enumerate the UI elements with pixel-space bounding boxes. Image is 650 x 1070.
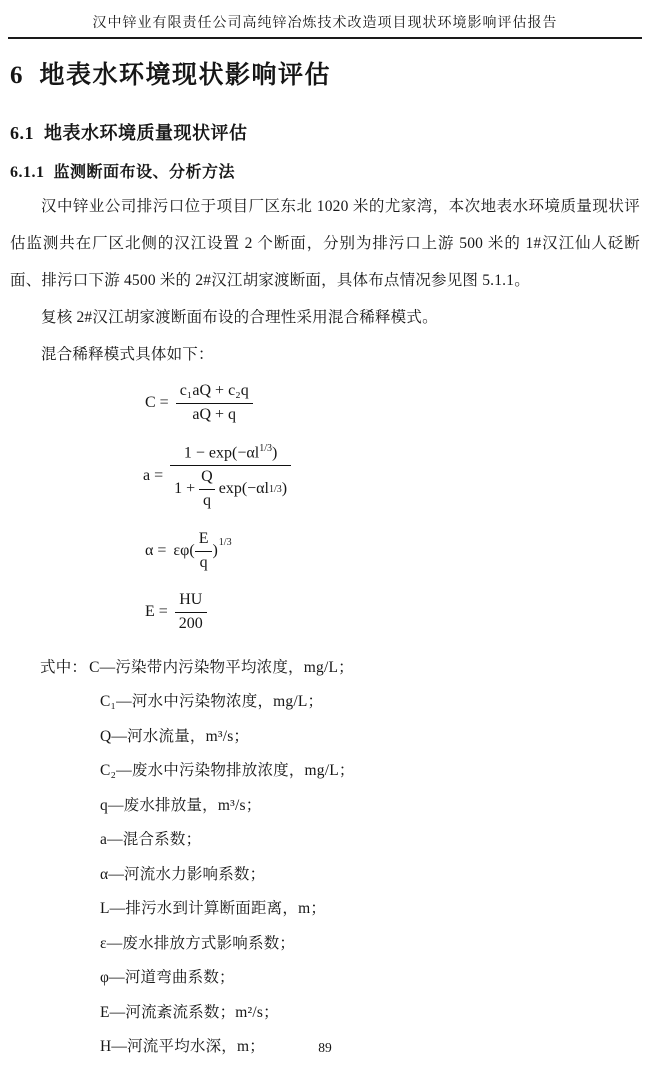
- definition-text: α—河流水力影响系数；: [100, 865, 266, 883]
- definition-text: C—污染带内污染物平均浓度，mg/L；: [89, 658, 354, 676]
- exponent: 1/3: [218, 537, 232, 549]
- nested-fraction: [199, 467, 215, 512]
- formula-mixing-coefficient: [143, 442, 650, 512]
- definition-row: [100, 720, 650, 755]
- exponent: 1/3: [259, 442, 272, 454]
- definition-row: [100, 961, 650, 996]
- definition-text: Q—河水流量，m³/s；: [100, 727, 250, 745]
- exponent: 1/3: [269, 483, 282, 495]
- formula-lhs: C =: [145, 393, 169, 411]
- definition-text: L—排污水到计算断面距离，m；: [100, 900, 327, 917]
- paragraph-model-intro: 混合稀释模式具体如下：: [41, 346, 214, 363]
- running-header-title: 汉中锌业有限责任公司高纯锌冶炼技术改造项目现状环境影响评估报告: [92, 16, 558, 31]
- definition-row: [40, 651, 650, 686]
- formula-lhs: E =: [145, 602, 168, 620]
- definition-text: C₂—废水中污染物排放浓度，mg/L；: [100, 762, 355, 779]
- variable-definitions: [0, 651, 650, 1065]
- definition-row: [100, 685, 650, 720]
- definition-row: [100, 789, 650, 824]
- fraction-denominator: q: [202, 491, 211, 509]
- fraction-denominator: aQ + q: [192, 405, 237, 423]
- fraction: [176, 381, 253, 426]
- formula-concentration: [145, 381, 650, 426]
- definition-row: [100, 754, 650, 789]
- definitions-label: 式中：: [40, 658, 88, 676]
- fraction: [170, 442, 291, 512]
- fraction: [195, 529, 213, 574]
- chapter-heading: 6 地表水环境现状影响评估: [10, 62, 332, 89]
- definition-text: E—河流紊流系数；m²/s；: [100, 1003, 279, 1021]
- formula-close-paren: ): [212, 542, 218, 560]
- fraction-numerator: HU: [175, 590, 207, 613]
- definition-row: [100, 892, 650, 927]
- formula-alpha-coefficient: [145, 529, 650, 574]
- formula-lhs: α =: [145, 542, 167, 560]
- fraction-denominator: 200: [178, 614, 203, 632]
- fraction-denominator: [170, 466, 291, 512]
- header-divider: [8, 37, 642, 39]
- definition-row: [100, 858, 650, 893]
- den-text: 1 +: [174, 479, 196, 497]
- formula-prefix: εφ(: [173, 542, 195, 560]
- subsection-heading: 6.1.1 监测断面布设、分析方法: [10, 164, 236, 181]
- definition-text: H—河流平均水深，m；: [100, 1038, 265, 1055]
- paragraph-monitoring-sections: 汉中锌业公司排污口位于项目厂区东北 1020 米的尤家湾，本次地表水环境质量现状评估监测共在厂区北侧的汉江设置 2 个断面，分别为排污口上游 500 米的 1#汉江仙人砭断面、排污口下游 4500 米的 2#汉江胡家渡断面，具体布点情况参见图 5.1.1。: [10, 198, 640, 289]
- definition-text: q—废水排放量，m³/s；: [100, 796, 262, 814]
- definition-row: [100, 927, 650, 962]
- definition-row: [100, 823, 650, 858]
- den-text: exp(−αl: [218, 479, 269, 497]
- fraction: [175, 590, 207, 635]
- fraction-numerator: c₁aQ + c₂q: [176, 381, 253, 404]
- fraction-numerator: E: [195, 529, 213, 552]
- formula-turbulence: [145, 590, 650, 635]
- num-text: ): [272, 443, 278, 461]
- num-text: 1 − exp(−αl: [183, 443, 260, 461]
- definition-text: a—混合系数；: [100, 831, 202, 848]
- definition-row: [100, 996, 650, 1031]
- definition-text: C₁—河水中污染物浓度，mg/L；: [100, 693, 324, 710]
- fraction-denominator: q: [199, 554, 208, 572]
- section-heading: 6.1 地表水环境质量现状评估: [10, 123, 248, 143]
- fraction-numerator: [170, 442, 291, 466]
- page-number: 89: [318, 1040, 332, 1055]
- paragraph-review-model: 复核 2#汉江胡家渡断面布设的合理性采用混合稀释模式。: [41, 309, 438, 326]
- definition-text: φ—河道弯曲系数；: [100, 969, 235, 986]
- den-text: ): [281, 479, 288, 497]
- formula-lhs: a =: [143, 467, 164, 485]
- definition-text: ε—废水排放方式影响系数；: [100, 934, 296, 952]
- fraction-numerator: Q: [199, 467, 215, 490]
